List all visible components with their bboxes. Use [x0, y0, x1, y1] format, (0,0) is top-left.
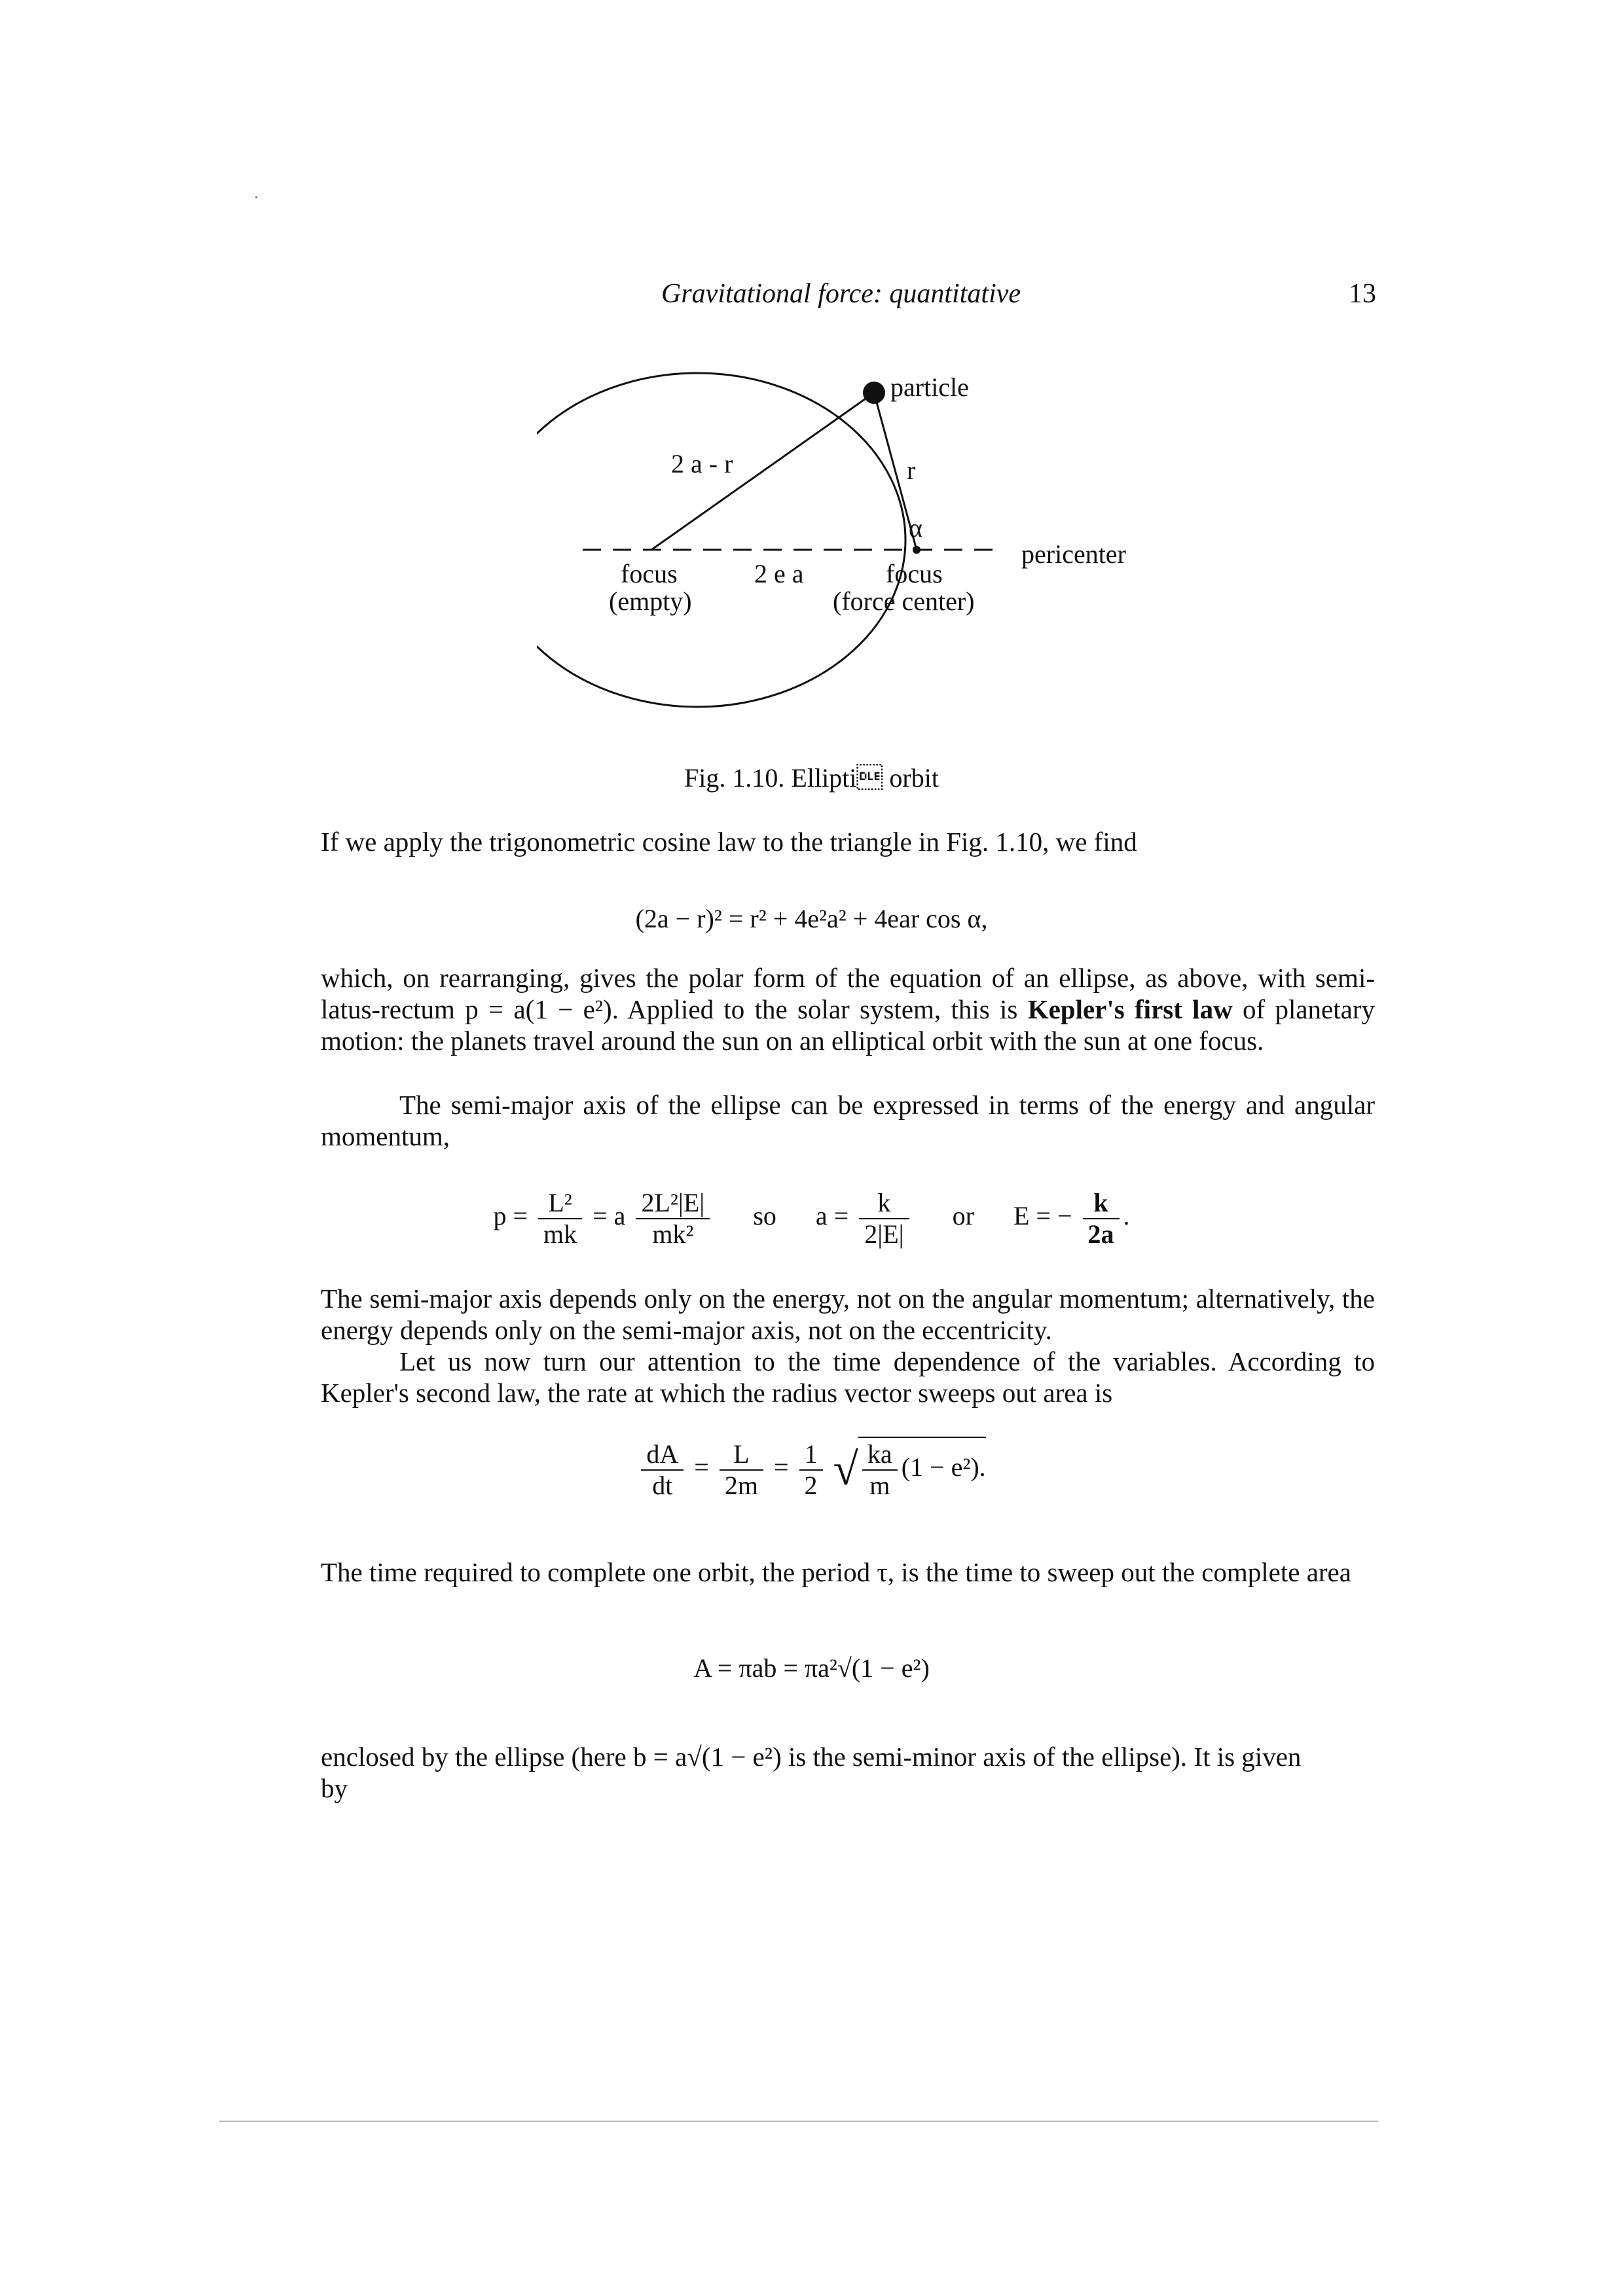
frac-l-2m — [720, 1439, 763, 1501]
eq2-eq-a: = a — [593, 1201, 626, 1231]
scan-speck — [255, 196, 257, 198]
force-center-dot — [913, 546, 921, 554]
label-empty: (empty) — [609, 586, 692, 616]
paragraph-4: The semi-major axis depends only on the energy, not on the angular momentum; alternatively, the energy depends only on the semi-major axis, not on the eccentricity. — [321, 1283, 1375, 1345]
paragraph-7-by: by — [321, 1773, 348, 1803]
frac-2l2e-mk2 — [636, 1188, 710, 1249]
eq3-num-1: dA — [641, 1439, 684, 1471]
eq2-num-1: L² — [538, 1188, 582, 1219]
label-2a-minus-r: 2 a - r — [671, 449, 733, 478]
eq3-num-4: ka — [862, 1439, 898, 1471]
label-focus-force: focus — [886, 559, 943, 588]
frac-k-2a — [1083, 1188, 1120, 1249]
paragraph-1: If we apply the trigonometric cosine law to the triangle in Fig. 1.10, we find — [321, 827, 1137, 857]
paragraph-2-text-a: which, on rearranging, gives the polar form of the equation of an ellipse, as above, with semi-latus-rectum p = a(1 − e²). Applied to the solar system, this is — [321, 963, 1375, 1024]
frac-l2-mk — [538, 1188, 582, 1249]
label-force-center: (force center) — [833, 586, 975, 616]
label-pericenter: pericenter — [1021, 539, 1126, 569]
frac-ka-m — [862, 1439, 898, 1501]
frac-k-2e — [859, 1188, 909, 1249]
eq3-eq-1: = — [694, 1452, 709, 1482]
eq3-num-2: L — [720, 1439, 763, 1471]
particle-dot — [863, 382, 885, 404]
paragraph-2-text-b: of planetary motion: the planets travel around the sun on an elliptical orbit with the sun at one focus. — [321, 994, 1375, 1056]
equation-cosine-law: (2a − r)² = r² + 4e²a² + 4ear cos α, — [635, 904, 988, 933]
eq2-period: . — [1123, 1201, 1130, 1231]
label-r: r — [907, 456, 916, 485]
equation-ellipse-area: A = πab = πa²√(1 − e²) — [693, 1653, 930, 1683]
paragraph-7-text: enclosed by the ellipse (here b = a√(1 − e²) is the semi-minor axis of the ellipse). It is given — [321, 1742, 1302, 1772]
eq2-den-1: mk — [543, 1219, 577, 1249]
eq3-eq-2: = — [773, 1452, 789, 1482]
eq2-num-4: k — [1083, 1188, 1120, 1219]
eq2-or: or — [952, 1201, 974, 1231]
eq2-den-2: mk² — [652, 1219, 694, 1249]
eq2-a-eq: a = — [815, 1201, 849, 1231]
ellipse-orbit-figure — [537, 367, 1192, 759]
equation-semi-major-axis — [0, 1188, 1623, 1249]
eq2-so: so — [753, 1201, 776, 1231]
page-number: 13 — [1349, 279, 1376, 309]
eq3-den-4: m — [869, 1471, 890, 1500]
eq2-den-3: 2|E| — [864, 1219, 904, 1249]
eq3-den-3: 2 — [804, 1471, 818, 1500]
paragraph-3: The semi-major axis of the ellipse can be expressed in terms of the energy and angular momentum, — [321, 1090, 1375, 1151]
eq2-num-2: 2L²|E| — [636, 1188, 710, 1219]
running-title: Gravitational force: quantitative — [661, 279, 1021, 309]
eq2-den-4: 2a — [1087, 1219, 1114, 1249]
sqrt-sign: √ — [833, 1444, 858, 1495]
paragraph-5: Let us now turn our attention to the time dependence of the variables. According to Kepler's second law, the rate at which the radius vector sweeps out area is — [321, 1346, 1375, 1408]
paragraph-2 — [321, 962, 1375, 1056]
label-focus-empty: focus — [621, 559, 678, 588]
eq3-den-1: dt — [652, 1471, 673, 1500]
eq2-e-eq: E = − — [1013, 1201, 1072, 1231]
eq3-den-2: 2m — [724, 1471, 758, 1500]
frac-1-2 — [799, 1439, 823, 1501]
eq2-num-3: k — [859, 1188, 909, 1219]
eq2-p: p = — [493, 1201, 528, 1231]
label-particle: particle — [890, 372, 969, 402]
label-alpha: α — [909, 513, 922, 543]
figure-caption: Fig. 1.10. Ellipti orbit — [684, 763, 939, 793]
frac-da-dt — [641, 1439, 684, 1501]
paragraph-6: The time required to complete one orbit, the period τ, is the time to sweep out the complete area — [321, 1557, 1351, 1587]
label-2ea: 2 e a — [754, 559, 804, 588]
paragraph-7 — [321, 1741, 1375, 1804]
bottom-rule — [219, 2121, 1378, 2122]
equation-areal-velocity — [0, 1437, 1623, 1501]
sqrt-radicand — [858, 1437, 986, 1501]
orbit-ellipse — [537, 373, 905, 707]
eq3-num-3: 1 — [799, 1439, 823, 1471]
keplers-first-law: Kepler's first law — [1027, 994, 1233, 1024]
eq3-tail: (1 − e²). — [901, 1452, 986, 1482]
